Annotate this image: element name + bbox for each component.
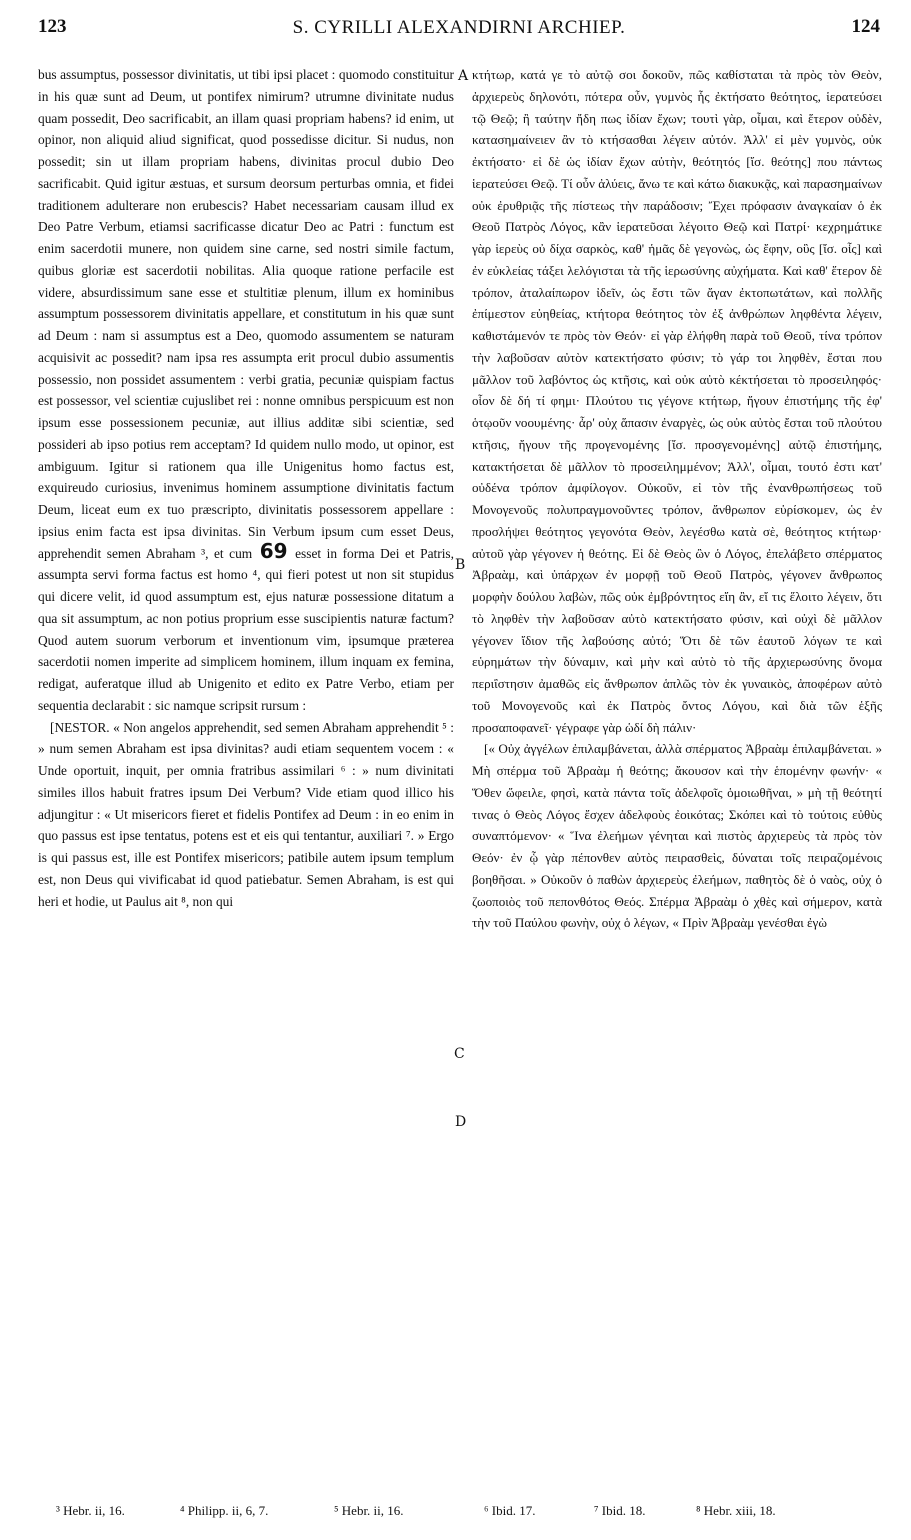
margin-marker-b: B bbox=[455, 557, 466, 573]
footnote-5: ⁵ Hebr. ii, 16. bbox=[334, 1503, 404, 1518]
page-number-left: 123 bbox=[38, 16, 67, 37]
page-header bbox=[38, 16, 880, 46]
latin-column bbox=[38, 64, 454, 912]
greek-paragraph-1: κτήτωρ, κατά γε τὸ αὐτῷ σοι δοκοῦν, πῶς καθίσταται τὰ πρὸς τὸν Θεὸν, ἀρχιερεὺς δηλονότι, πότερα οὖν, γυμνὸς ἧς ἐκτήσατο θεότητος, ἱερατεύσει τῷ Θεῷ; ἢ ταύτην ἤδη πως ἰδίαν ἔχων; τουτὶ γὰρ, οἶμαι, καὶ ἕτερον οὐδὲν, κατασημαίνειεν ἂν τὸ κτήσασθαι λέγειν αὐτόν. Ἀλλ' εἰ μὲν γυμνὸς, οὐκ ἐκτήσατο· εἰ δὲ ὡς ἰδίαν ἔχων αὐτὴν, θεότητός [ἴσ. θεότης] που πάντως ἱερατεύσει Θεῷ. Τί οὖν ἀλύεις, ἄνω τε καὶ κάτω διακυκᾷς, καὶ παρασημαίνων οὐκ ἐρυθριᾷς τῆς πίστεως τὴν παράδοσιν; Ἔχει πρόφασιν ἀναγκαίαν ὁ ἐκ Θεοῦ Πατρὸς Λόγος, κἂν ἱερατεῦσαι λέγοιτο Θεῷ καὶ Πατρί· κεχρημάτικε γὰρ ἱερεὺς οὐ δίχα σαρκὸς, καθ' ἡμᾶς δὲ γεγονὼς, ὡς ἔφην, οὓς [ἴσ. οἷς] καὶ ἐν εὐκλείας τάξει λελόγισται τὰ τῆς ἱερωσύνης αὐχήματα. Καὶ καθ' ἕτερον δὲ τρόπον, ἀταλαίπωρον ἰδεῖν, ὡς ἔστι τῶν ἄγαν ἐκτοπωτάτων, καὶ πολλῆς ἐπίμεστον εὐηθείας, κτήτορα θεότητος τὸν ἐξ ἀνθρώπων ληφθέντα λέγειν, καθιστάμενόν τε πρὸς τὸν Θεόν· εἰ γὰρ ἐλήφθη παρὰ τοῦ Θεοῦ, τίνα τρόπον τὴν λαβοῦσαν αὐτὸν κατεκτήσατο φύσιν; τὸ γάρ τοι ληφθὲν, ἔσται που μᾶλλον τοῦ λαβόντος ὡς κτῆσις, καὶ οὐκ αὐτὸ κέκτήσεται τὸ προσειληφός· οἷον δὲ δή τί φημι· Πλούτου τις γέγονε κτήτωρ, ἤγουν ἐπιστήμης τῆς ἐφ' ὁτῳοῦν νοουμένης· ἆρ' οὐχ ἅπασιν ἐναργὲς, ὡς οὐκ αὐτὸς ἔσται τοῦ πλούτου κτῆσις, ἤγουν τῆς προγενομένης [ἴσ. προσγενομένης] αὐτῷ ἐπιστήμης, κατακτήσεται δὲ μᾶλλον τὸ προσειλημμένον; Ἀλλ', οἶμαι, τουτό ἐστι κατ' οὐδένα τρόπον ἀμφίλογον. Οὐκοῦν, εἰ τὸν τῆς ἐνανθρωπήσεως τοῦ Μονογενοῦς πολυπραγμονοῦντες τρόπον, ἄνθρωπον εὑρίσκομεν, ὡς ἐν προσλήψει θεότητος γεγονότα Θεὸν, λεγέσθω κατὰ σὲ, θεότητος κτήτωρ· αὐτοῦ γὰρ γέγονεν ἡ θεότης. Εἰ δὲ Θεὸς ὢν ὁ Λόγος, ἐπελάβετο σπέρματος Ἀβραὰμ, καὶ ὑπάρχων ἐν μορφῇ τοῦ Θεοῦ Πατρὸς, γέγονεν ἄνθρωπος μορφὴν δούλου λαβὼν, πῶς οὐκ ἐμβρόντητος εἴη ἂν, εἴ τις ἕλοιτο λέγειν, ὅτι τὸ ληφθὲν τὴν λαβοῦσαν αὐτὸ κατεκτήσατο φύσιν, καὶ οὐχὶ δὲ μᾶλλον γέγονεν ἴδιον τῆς λαβούσης αὐτό; Ὅτι δὲ τῶν ἑαυτοῦ λόγων τε καὶ εὑρημάτων τὴν δύναμιν, καὶ μὴν καὶ αὐτὸ τὸ τῆς ἀρχιερωσύνης ὄνομα περιΐστησιν ἀμαθῶς εἰς ἄνθρωπον ἁπλῶς τὸν ἐκ γυναικὸς, ἀποφέρων αὐτὸ τοῦ Μονογενοῦς καὶ ἐκ Πατρὸς ὄντος Λόγου, καὶ διὰ τῶν ἑξῆς προσαποφανεῖ· γέγραφε γὰρ ὡδί δὴ πάλιν· bbox=[472, 67, 882, 735]
latin-paragraph-1 bbox=[38, 64, 454, 717]
column-number-marker: 69 bbox=[259, 538, 288, 563]
latin-paragraph-2: [NESTOR. « Non angelos apprehendit, sed semen Abraham apprehendit ⁵ : » num semen Abraham est ipsa divinitas? audi etiam sequentem vocem : « Unde oportuit, inquit, per omnia fratribus assimilari ⁶ : » num divinitati similes illos habuit fratres ipsum Dei Verbum? Vide etiam quod illico his adjungitur : « Ut misericors fieret et fidelis Pontifex ad Deum : in eo enim in quo passus est ipse tentatus, potens est et eis qui tentantur, auxiliari ⁷. » Ergo is qui passus est, ille est Pontifex misericors; patibile autem ipsum templum est, non Deus qui vivificabat id quod patiebatur. Semen Abraham, is est qui heri et hodie, ut Paulus ait ⁸, non qui bbox=[38, 719, 454, 909]
latin-paragraph-1-text-a: bus assumptus, possessor divinitatis, ut tibi ipsi placet : quomodo constituitur in his quæ sunt ad Deum, ut pontifex nimirum? utrumne divinitate nudus quam possedit, Deo sacrificabit, an illam quasi propriam habens? id enim, ut opinor, non aliquid aliud significat, quod possedisse dicitur. Si nudus, non possedit; sin ut illam propriam habens, divinitas procul dubio Deo sacrificabit. Quid igitur æstuas, et sursum deorsum perturbas omnia, et fidei traditionem adulterare non erubescis? Habet necessariam causam illud ex Deo Patre Verbum, etiamsi sacrificasse dicatur Deo ac Patri : functum est enim sacerdotii munere, non quidem sine carne, sed nostri simile factum, quibus gloriæ est sacerdotii nobilitas. Alia quoque ratione perfacile est videre, absurdissimum sane esse et stultitiæ plenum, illum ex hominibus assumptum possessorem divinitatis appellare, et constitutum in his quæ sunt ad Deum : nam si assumptus est a Deo, quomodo assumentem se naturam acquisivit ac possedit? nam ipsa res assumpta erit procul dubio assumentis possessio, non possidet assumentem : verbi gratia, pecuniæ quispiam factus est possessor, vel scientiæ cujuslibet rei : nonne omnibus perspicuum est non ipsum esse possessionem pecuniæ, aut illius additæ sibi scientiæ, sed possideri ab ipso potius rem acceptam? Id quidem nullo modo, ut opinor, est ambiguum. Igitur si rationem qua ille Unigenitus homo factus est, exquireudo curiosius, invenimus hominem assumptione divinitatis factum Deum, liceat eum ex tuo præscripto, divinitatis possessorem appellare : ipsius enim facta est ipsa divinitas. Sin Verbum ipsum cum esset Deus, apprehendit semen Abraham ³, et cum bbox=[38, 67, 454, 561]
footnote-4: ⁴ Philipp. ii, 6, 7. bbox=[180, 1503, 269, 1518]
margin-marker-d: D bbox=[455, 1114, 467, 1130]
greek-column bbox=[472, 64, 882, 934]
greek-paragraph-2: [« Οὐχ ἀγγέλων ἐπιλαμβάνεται, ἀλλὰ σπέρματος Ἀβραὰμ ἐπιλαμβάνεται. » Μὴ σπέρμα τοῦ Ἀβραὰμ ἡ θεότης; ἄκουσον καὶ τὴν ἑπομένην φωνήν· « Ὅθεν ὤφειλε, φησὶ, κατὰ πάντα τοῖς ἀδελφοῖς ὁμοιωθῆναι, » μὴ τῇ θεότητί τινας ὁ Θεὸς Λόγος ἔσχεν ἀδελφοὺς ἐοικότας; Σκόπει καὶ τὸ τούτοις εὐθὺς συναπτόμενον· « Ἵνα ἐλεήμων γένηται καὶ πιστὸς ἀρχιερεὺς τὰ πρὸς τὸν Θεόν· ἐν ᾧ γὰρ πέπονθεν αὐτὸς πειρασθεὶς, δύναται τοῖς πειραζομένοις βοηθῆσαι. » Οὐκοῦν ὁ παθὼν ἀρχιερεὺς ἐλεήμων, παθητὸς δὲ ὁ ναὸς, οὐχ ὁ ζωοποιὸς τοῦ πεπονθότος Θεός. Σπέρμα Ἀβραὰμ ὁ χθὲς καὶ σήμερον, κατὰ τὴν τοῦ Παύλου φωνὴν, οὐχ ὁ λέγων, « Πρὶν Ἀβραὰμ γενέσθαι ἐγὼ bbox=[472, 741, 882, 931]
footnote-7: ⁷ Ibid. 18. bbox=[594, 1503, 646, 1518]
footnote-8: ⁸ Hebr. xiii, 18. bbox=[696, 1503, 776, 1518]
footnote-6: ⁶ Ibid. 17. bbox=[484, 1503, 536, 1518]
footnote-3: ³ Hebr. ii, 16. bbox=[56, 1503, 125, 1518]
margin-marker-a: A bbox=[458, 68, 469, 84]
page-number-right: 124 bbox=[851, 16, 880, 37]
running-title: S. CYRILLI ALEXANDIRNI ARCHIEP. bbox=[292, 17, 626, 38]
latin-paragraph-1-text-b: esset in forma Dei et Patris, assumpta servi forma factus est homo ⁴, qui fieri potest ut non sit stupidus qui dicere velit, id quod assumptum est, ejus naturæ possessione ditatum a qua sit assumptum, ac non potius proprium esse suscipientis naturæ factum? Quod autem suorum verborum et inventionum vim, ipsumque præterea sacerdotii nomen imperite ad simplicem hominem, illum inquam ex femina, redigat, auferatque illud ab Unigenito et edito ex Patre Verbo, etiam per sequentia declarabit : sic namque scripsit rursum : bbox=[38, 545, 454, 713]
footnotes bbox=[56, 1503, 886, 1527]
margin-marker-c: C bbox=[454, 1046, 465, 1062]
